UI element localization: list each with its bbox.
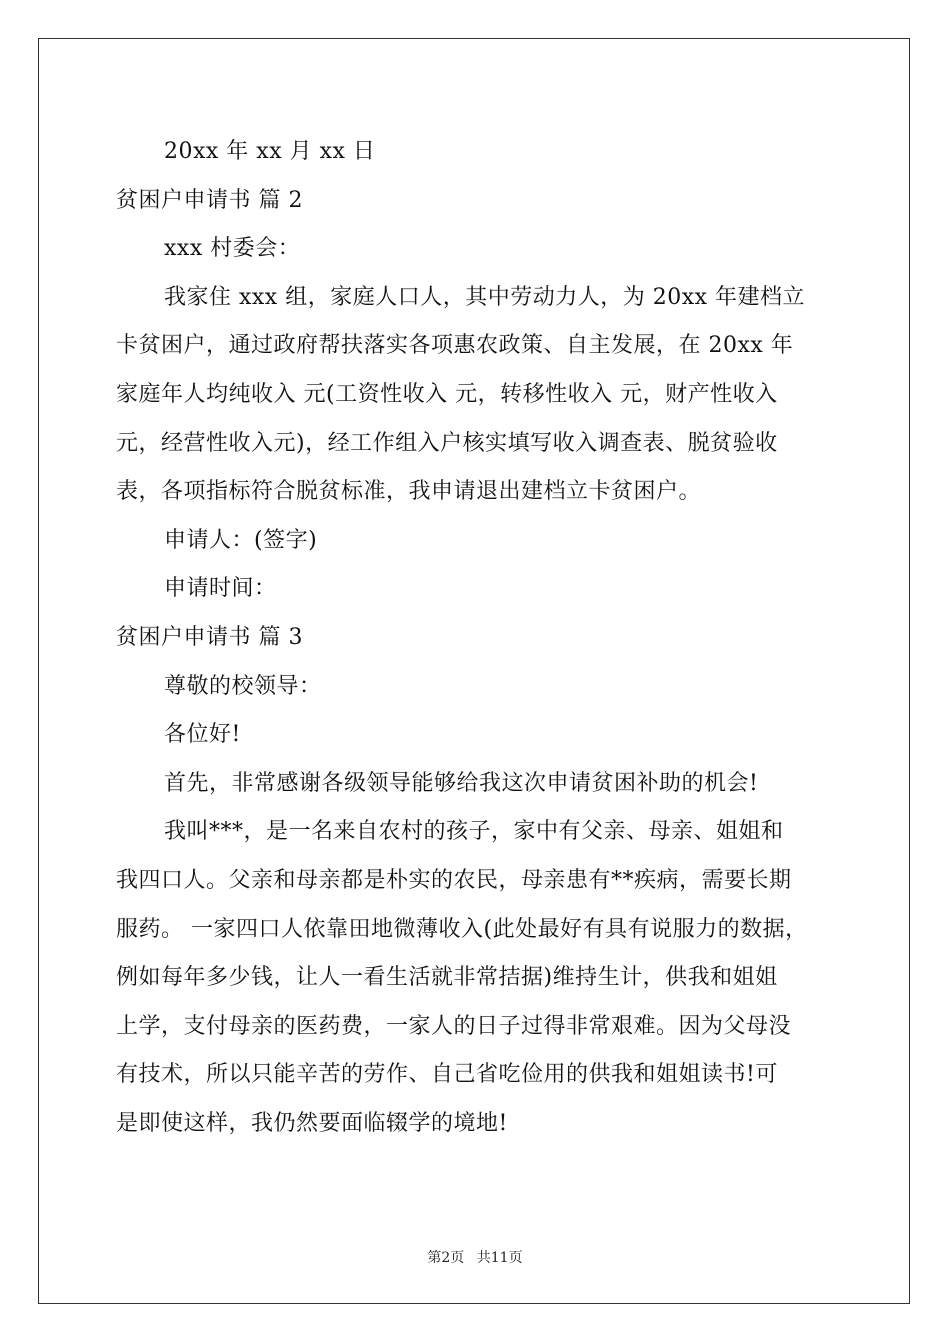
paragraph-line: 我家住 xxx 组，家庭人口人，其中劳动力人，为 20xx 年建档立 <box>164 284 806 310</box>
paragraph-line: 是即使这样，我仍然要面临辍学的境地! <box>116 1110 508 1136</box>
page-number: 第2页 <box>427 1250 465 1266</box>
salutation-school: 尊敬的校领导： <box>164 673 322 699</box>
paragraph-line: 元，经营性收入元)，经工作组入户核实填写收入调查表、脱贫验收 <box>116 430 778 456</box>
section-title-2: 贫困户申请书 篇 2 <box>116 187 303 213</box>
page-footer <box>0 1247 950 1267</box>
paragraph-family <box>116 808 840 1148</box>
paragraph-line: 例如每年多少钱，让人一看生活就非常拮据)维持生计，供我和姐姐 <box>116 965 778 991</box>
paragraph-line: 我叫***，是一名来自农村的孩子，家中有父亲、母亲、姐姐和 <box>164 819 784 845</box>
paragraph-line: 卡贫困户，通过政府帮扶落实各项惠农政策、自主发展，在 20xx 年 <box>116 333 794 359</box>
paragraph-line: 我四口人。父亲和母亲都是朴实的农民，母亲患有**疾病，需要长期 <box>116 867 792 893</box>
paragraph-line: 表，各项指标符合脱贫标准，我申请退出建档立卡贫困户。 <box>116 479 702 505</box>
applicant-line: 申请人：(签字) <box>164 527 318 553</box>
thanks-line: 首先，非常感谢各级领导能够给我这次申请贫困补助的机会! <box>164 770 759 796</box>
paragraph-line: 有技术，所以只能辛苦的劳作、自己省吃俭用的供我和姐姐读书!可 <box>116 1062 778 1088</box>
document-body <box>116 128 840 1148</box>
greeting-line: 各位好! <box>164 722 241 748</box>
date-line: 20xx 年 xx 月 xx 日 <box>164 139 376 164</box>
application-time-line: 申请时间： <box>164 576 277 602</box>
section-title-3: 贫困户申请书 篇 3 <box>116 624 303 650</box>
paragraph-line: 服药。 一家四口人依靠田地微薄收入(此处最好有具有说服力的数据， <box>116 916 808 942</box>
paragraph-line: 上学，支付母亲的医药费，一家人的日子过得非常艰难。因为父母没 <box>116 1013 792 1039</box>
salutation-village: xxx 村委会： <box>164 236 301 262</box>
paragraph-line: 家庭年人均纯收入 元(工资性收入 元，转移性收入 元，财产性收入 <box>116 381 778 407</box>
paragraph-application <box>116 274 840 517</box>
page-total: 共11页 <box>476 1250 523 1266</box>
